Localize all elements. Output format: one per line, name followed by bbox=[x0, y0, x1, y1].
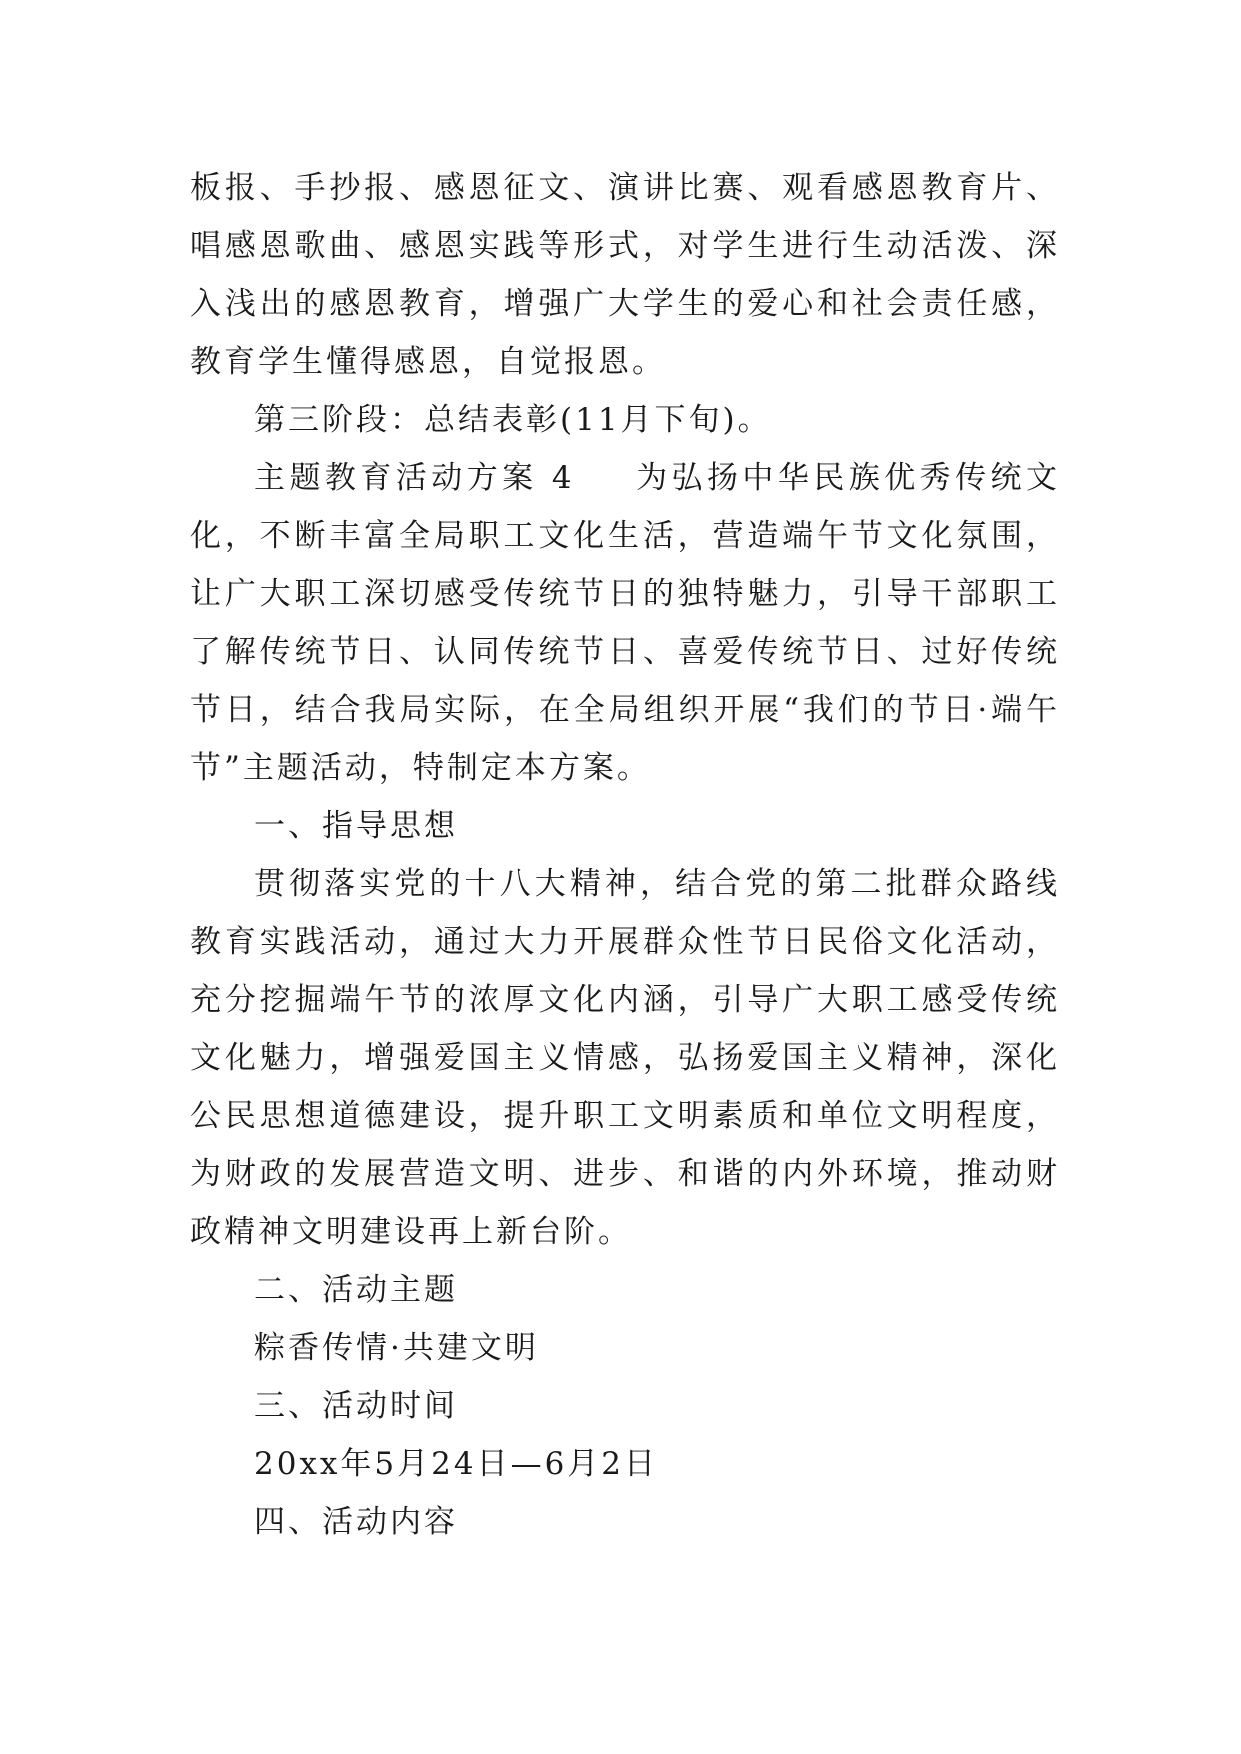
heading-activity-theme: 二、活动主题 bbox=[254, 1272, 458, 1308]
plan-four-body: 为弘扬中华民族优秀传统文化，不断丰富全局职工文化生活，营造端午节文化氛围，让广大职工深切感受传统节日的独特魅力，引导干部职工了解传统节日、认同传统节日、喜爱传统节日、过好传统节日，结合我局实际，在全局组织开展“我们的节日·端午节”主题活动，特制定本方案。 bbox=[190, 460, 1061, 786]
paragraph-activity-forms: 板报、手抄报、感恩征文、演讲比赛、观看感恩教育片、唱感恩歌曲、感恩实践等形式，对学生进行生动活泼、深入浅出的感恩教育，增强广大学生的爱心和社会责任感，教育学生懂得感恩，自觉报恩。 bbox=[190, 170, 1060, 380]
activity-theme-text: 粽香传情·共建文明 bbox=[254, 1330, 539, 1366]
heading-activity-content: 四、活动内容 bbox=[254, 1504, 458, 1540]
document-body bbox=[190, 159, 1060, 1551]
plan-four-title: 主题教育活动方案 4 bbox=[254, 460, 575, 496]
paragraph-guiding-thought: 贯彻落实党的十八大精神，结合党的第二批群众路线教育实践活动，通过大力开展群众性节日民俗文化活动，充分挖掘端午节的浓厚文化内涵，引导广大职工感受传统文化魅力，增强爱国主义情感，弘扬爱国主义精神，深化公民思想道德建设，提升职工文明素质和单位文明程度，为财政的发展营造文明、进步、和谐的内外环境，推动财政精神文明建设再上新台阶。 bbox=[190, 866, 1060, 1250]
heading-guiding-thought: 一、指导思想 bbox=[254, 808, 458, 844]
paragraph-stage-three: 第三阶段：总结表彰(11月下旬)。 bbox=[254, 402, 772, 438]
paragraph-plan-four bbox=[190, 449, 1060, 797]
activity-time-text: 20xx年5月24日—6月2日 bbox=[254, 1446, 659, 1482]
heading-activity-time: 三、活动时间 bbox=[254, 1388, 458, 1424]
